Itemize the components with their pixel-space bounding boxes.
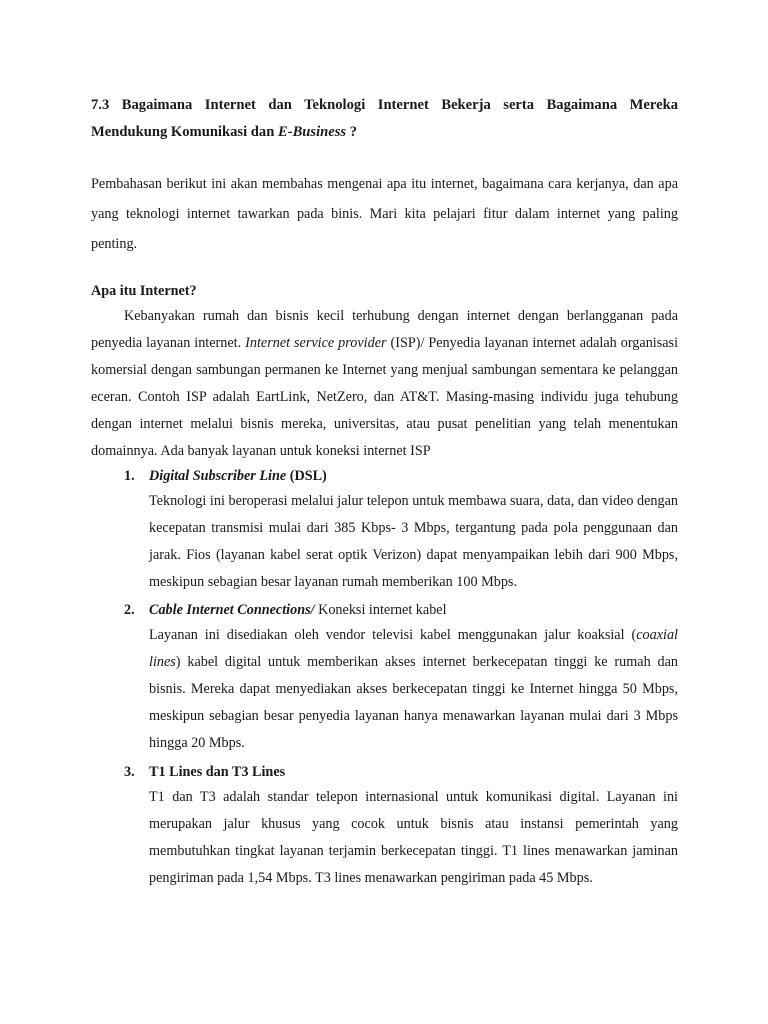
heading-rest: (DSL) bbox=[286, 468, 327, 484]
heading-plain: Koneksi internet kabel bbox=[314, 602, 447, 618]
body-italic: coaxial lines bbox=[149, 627, 678, 670]
body-part2: ) kabel digital untuk memberikan akses internet berkecepatan tinggi ke rumah dan bisnis. Mereka dapat menyediakan akses berkecepatan tinggi ke Internet hingga 50 Mbps, meskipun sebagian besar penyedia layanan hanya menawarkan layanan mulai dari 3 Mbps hingga 20 Mbps. bbox=[149, 654, 678, 751]
title-italic: E-Business bbox=[277, 124, 347, 140]
list-item-heading bbox=[124, 464, 678, 488]
title-text: 7.3 Bagaimana Internet dan Teknologi Internet Bekerja serta Bagaimana Mereka Mendukung Komunikasi dan bbox=[91, 97, 678, 140]
list-number: 3. bbox=[124, 764, 135, 780]
list-item-heading bbox=[124, 760, 678, 784]
heading-italic: Cable Internet Connections/ bbox=[149, 602, 315, 618]
list-item-dsl bbox=[124, 464, 678, 596]
list-item-heading bbox=[124, 598, 678, 622]
list-item-body: Teknologi ini beroperasi melalui jalur telepon untuk membawa suara, data, dan video dengan kecepatan transmisi mulai dari 385 Kbps- 3 Mbps, tergantung pada pola penggunaan dan jarak. Fios (layanan kabel serat optik Verizon) dapat menyampaikan lebih dari 900 Mbps, meskipun sebagian besar layanan rumah memberikan 100 Mbps. bbox=[149, 493, 678, 590]
page-title bbox=[91, 92, 678, 146]
list-number: 2. bbox=[124, 602, 135, 618]
list-item-body bbox=[149, 622, 678, 757]
section-heading: Apa itu Internet? bbox=[91, 283, 197, 299]
paragraph-part1: Kebanyakan rumah dan bisnis kecil terhubung dengan internet dengan berlangganan pada penyedia layanan internet. bbox=[91, 308, 678, 351]
paragraph-part2: (ISP)/ Penyedia layanan internet adalah organisasi komersial dengan sambungan permanen ke Internet yang menjual sambungan sementara ke pelanggan eceran. Contoh ISP adalah EartLink, NetZero, dan AT&T. Masing-masing individu juga tehubung dengan internet melalui bisnis mereka, universitas, atau pusat penelitian yang telah menentukan domainnya. Ada banyak layanan untuk koneksi internet ISP bbox=[91, 335, 679, 459]
paragraph-italic: Internet service provider bbox=[245, 335, 387, 351]
list-item-body: T1 dan T3 adalah standar telepon internasional untuk komunikasi digital. Layanan ini merupakan jalur khusus yang cocok untuk bisnis atau instansi pemerintah yang membutuhkan tingkat layanan terjamin berkecepatan tinggi. T1 lines menawarkan jaminan pengiriman pada 1,54 Mbps. T3 lines menawarkan pengiriman pada 45 Mbps. bbox=[149, 789, 678, 886]
heading-text: T1 Lines dan T3 Lines bbox=[149, 764, 286, 780]
body-part1: Layanan ini disediakan oleh vendor televisi kabel menggunakan jalur koaksial ( bbox=[149, 627, 637, 643]
list-item-cable bbox=[124, 598, 678, 757]
intro-paragraph: Pembahasan berikut ini akan membahas mengenai apa itu internet, bagaimana cara kerjanya, dan apa yang teknologi internet tawarkan pada binis. Mari kita pelajari fitur dalam internet yang paling penting. bbox=[91, 176, 678, 252]
list-item-t1-t3 bbox=[124, 760, 678, 892]
body-paragraph bbox=[91, 303, 678, 465]
title-suffix: ? bbox=[346, 124, 358, 140]
heading-italic: Digital Subscriber Line bbox=[149, 468, 287, 484]
list-number: 1. bbox=[124, 468, 135, 484]
